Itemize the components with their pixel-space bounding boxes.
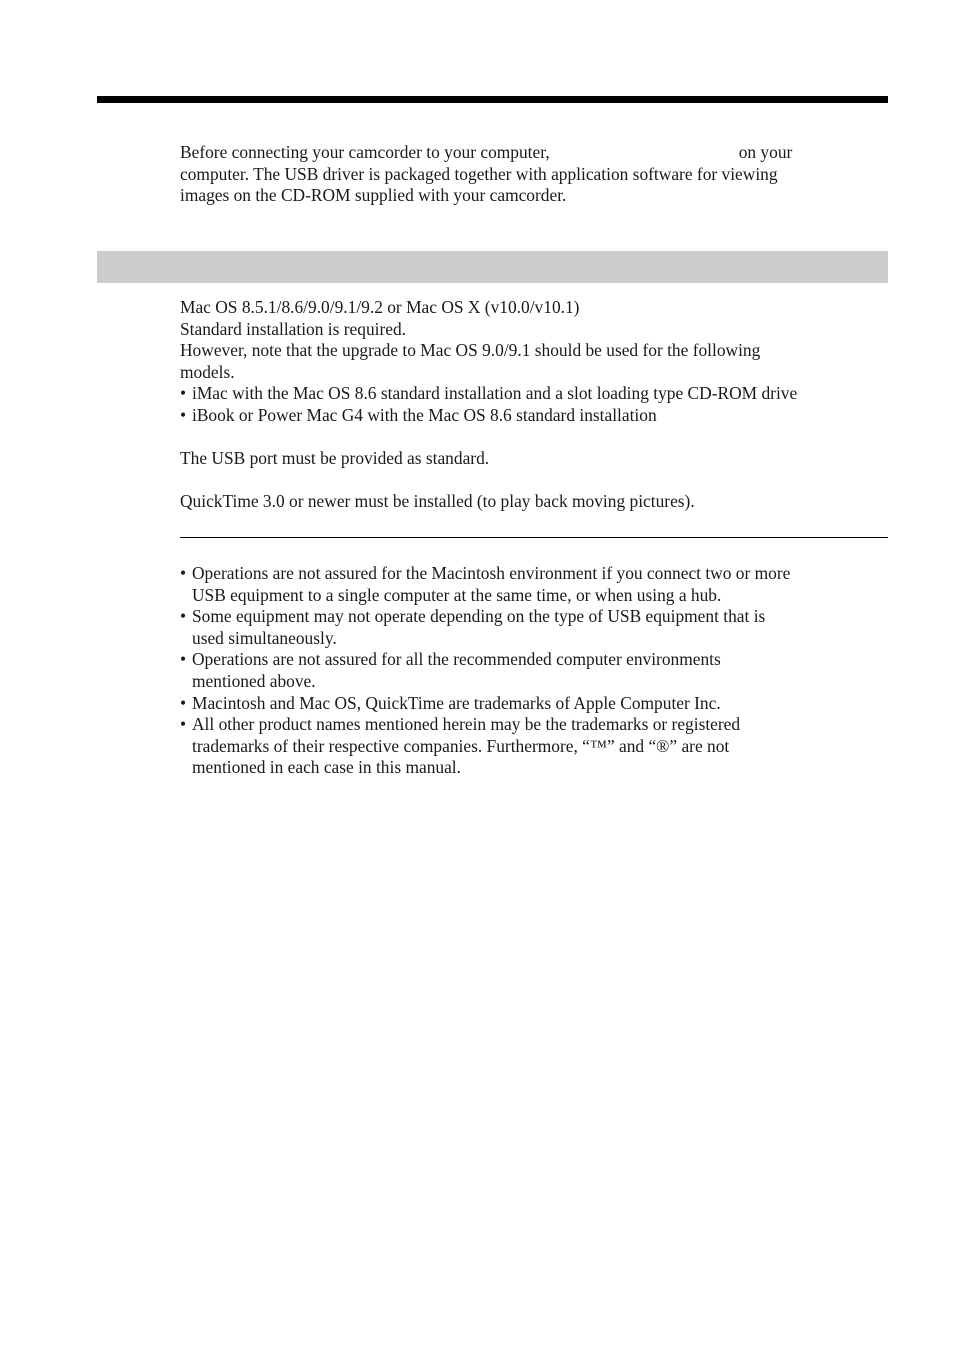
standard-installation: Standard installation is required. <box>180 318 407 339</box>
note-text-line: Macintosh and Mac OS, QuickTime are trademarks of Apple Computer Inc. <box>192 692 721 713</box>
model-text: iBook or Power Mac G4 with the Mac OS 8.6 standard installation <box>192 404 657 425</box>
note-item <box>180 563 892 606</box>
usb-port-requirement: The USB port must be provided as standard. <box>180 448 490 469</box>
bullet-icon: • <box>180 383 187 404</box>
bullet-icon: • <box>180 606 187 627</box>
top-rule <box>97 96 888 103</box>
note-item <box>180 649 892 692</box>
bullet-icon: • <box>180 563 187 583</box>
intro-paragraph <box>180 142 892 207</box>
quicktime-requirement: QuickTime 3.0 or newer must be installed (to play back moving pictures). <box>180 491 695 512</box>
intro-text-end: on your <box>738 142 793 162</box>
model-item <box>180 405 892 427</box>
requirements-section <box>180 297 892 513</box>
section-header-bar <box>97 251 888 283</box>
notes-list <box>180 563 892 779</box>
model-text: iMac with the Mac OS 8.6 standard installation and a slot loading type CD-ROM drive <box>192 383 798 404</box>
note-text-line: used simultaneously. <box>192 627 337 648</box>
note-text-line: Operations are not assured for the Macintosh environment if you connect two or more <box>192 563 791 583</box>
note-text-line: mentioned above. <box>192 670 316 691</box>
bullet-icon: • <box>180 649 187 670</box>
note-item <box>180 693 892 715</box>
intro-text-start: Before connecting your camcorder to your computer, <box>180 142 550 162</box>
upgrade-note-line-2: models. <box>180 361 235 382</box>
bullet-icon: • <box>180 404 187 425</box>
note-text-line: All other product names mentioned herein may be the trademarks or registered <box>192 714 741 735</box>
os-requirement: Mac OS 8.5.1/8.6/9.0/9.1/9.2 or Mac OS X (v10.0/v10.1) <box>180 297 580 317</box>
note-item <box>180 714 892 779</box>
note-text-line: mentioned in each case in this manual. <box>192 757 461 778</box>
bullet-icon: • <box>180 714 187 735</box>
bullet-icon: • <box>180 692 187 713</box>
note-text-line: trademarks of their respective companies. Furthermore, “™” and “®” are not <box>192 735 730 756</box>
notes-divider <box>180 537 888 538</box>
note-item <box>180 606 892 649</box>
note-text-line: Some equipment may not operate depending on the type of USB equipment that is <box>192 606 766 627</box>
model-item <box>180 383 892 405</box>
intro-line-1 <box>180 142 892 164</box>
note-text-line: USB equipment to a single computer at the same time, or when using a hub. <box>192 584 722 605</box>
upgrade-note-line-1: However, note that the upgrade to Mac OS 9.0/9.1 should be used for the following <box>180 340 761 361</box>
intro-line-3: images on the CD-ROM supplied with your camcorder. <box>180 185 567 206</box>
note-text-line: Operations are not assured for all the recommended computer environments <box>192 649 721 670</box>
intro-line-2: computer. The USB driver is packaged together with application software for viewing <box>180 163 778 184</box>
